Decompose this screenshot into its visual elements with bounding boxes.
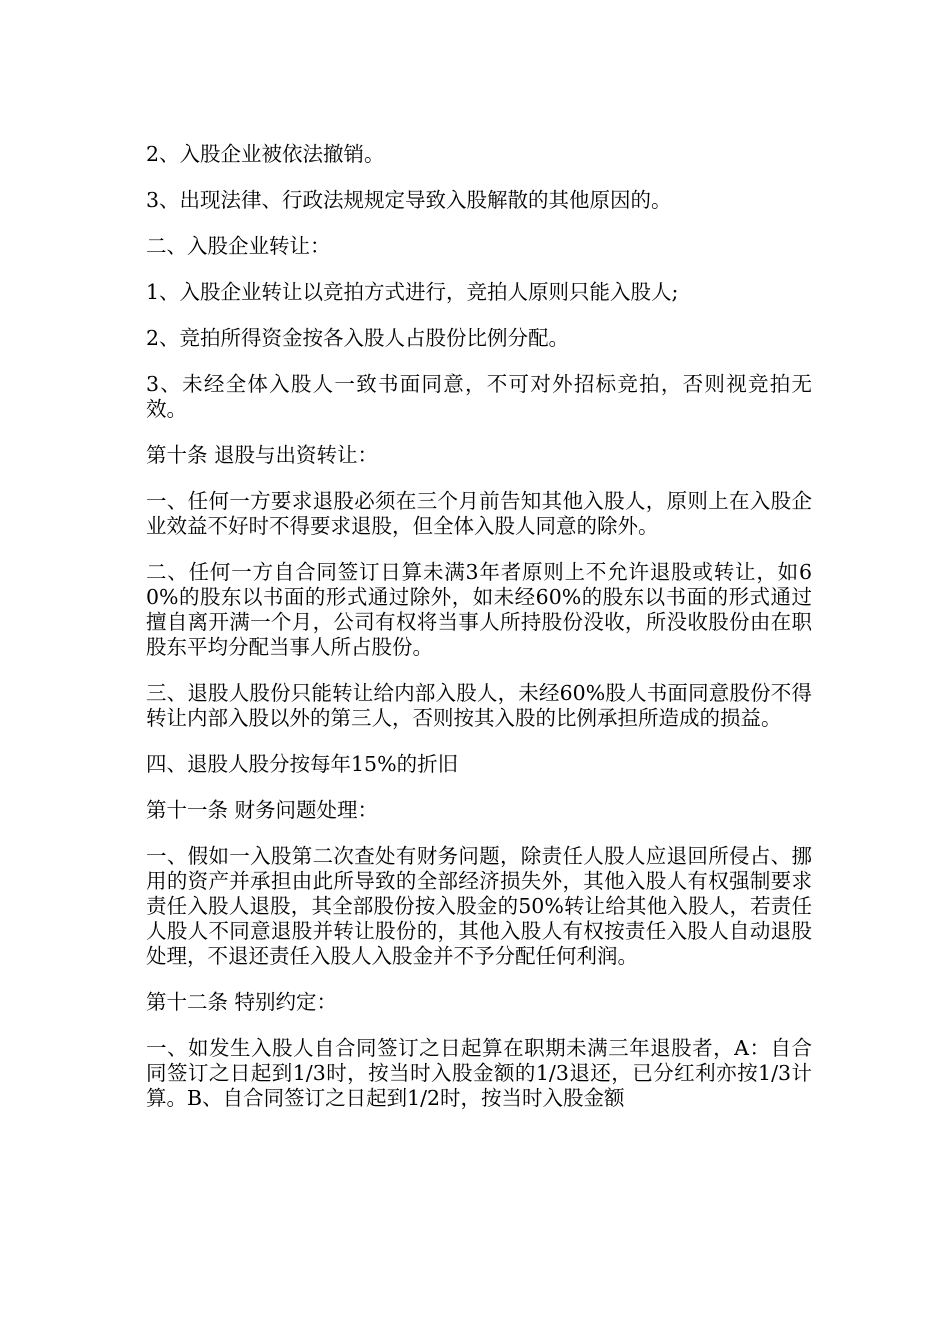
document-page bbox=[146, 142, 812, 1132]
paragraph-transfer-1: 1、入股企业转让以竞拍方式进行，竞拍人原则只能入股人; bbox=[146, 280, 679, 304]
paragraph-transfer-3: 3、未经全体入股人一致书面同意，不可对外招标竞拍，否则视竞拍无效。 bbox=[146, 372, 812, 421]
paragraph-article12-1: 一、如发生入股人自合同签订之日起算在职期未满三年退股者，A：自合同签订之日起到1/3时，按当时入股金额的1/3退还，已分红利亦按1/3计算。B、自合同签订之日起到1/2时，按当时入股金额 bbox=[146, 1036, 812, 1110]
paragraph-item-3: 3、出现法律、行政法规规定导致入股解散的其他原因的。 bbox=[146, 188, 672, 212]
paragraph-article10-1: 一、任何一方要求退股必须在三个月前告知其他入股人，原则上在入股企业效益不好时不得要求退股，但全体入股人同意的除外。 bbox=[146, 489, 812, 538]
article-heading-12: 第十二条 特别约定： bbox=[146, 990, 338, 1014]
paragraph-transfer-2: 2、竞拍所得资金按各入股人占股份比例分配。 bbox=[146, 326, 570, 350]
section-heading-enterprise-transfer: 二、入股企业转让： bbox=[146, 234, 331, 258]
paragraph-article10-2: 二、任何一方自合同签订日算未满3年者原则上不允许退股或转让，如60%的股东以书面的形式通过除外，如未经60%的股东以书面的形式通过擅自离开满一个月，公司有权将当事人所持股份没收，所没收股份由在职股东平均分配当事人所占股份。 bbox=[146, 560, 812, 659]
paragraph-item-2: 2、入股企业被依法撤销。 bbox=[146, 142, 385, 166]
paragraph-article11-1: 一、假如一入股第二次查处有财务问题，除责任人股人应退回所侵占、挪用的资产并承担由此所导致的全部经济损失外，其他入股人有权强制要求责任入股人退股，其全部股份按入股金的50%转让给其他入股人，若责任人股人不同意退股并转让股份的，其他入股人有权按责任入股人自动退股处理，不退还责任入股人入股金并不予分配任何利润。 bbox=[146, 844, 812, 968]
paragraph-article10-3: 三、退股人股份只能转让给内部入股人，未经60%股人书面同意股份不得转让内部入股以外的第三人，否则按其入股的比例承担所造成的损益。 bbox=[146, 681, 812, 730]
article-heading-11: 第十一条 财务问题处理： bbox=[146, 798, 379, 822]
paragraph-article10-4: 四、退股人股分按每年15%的折旧 bbox=[146, 752, 459, 776]
article-heading-10: 第十条 退股与出资转让： bbox=[146, 443, 379, 467]
